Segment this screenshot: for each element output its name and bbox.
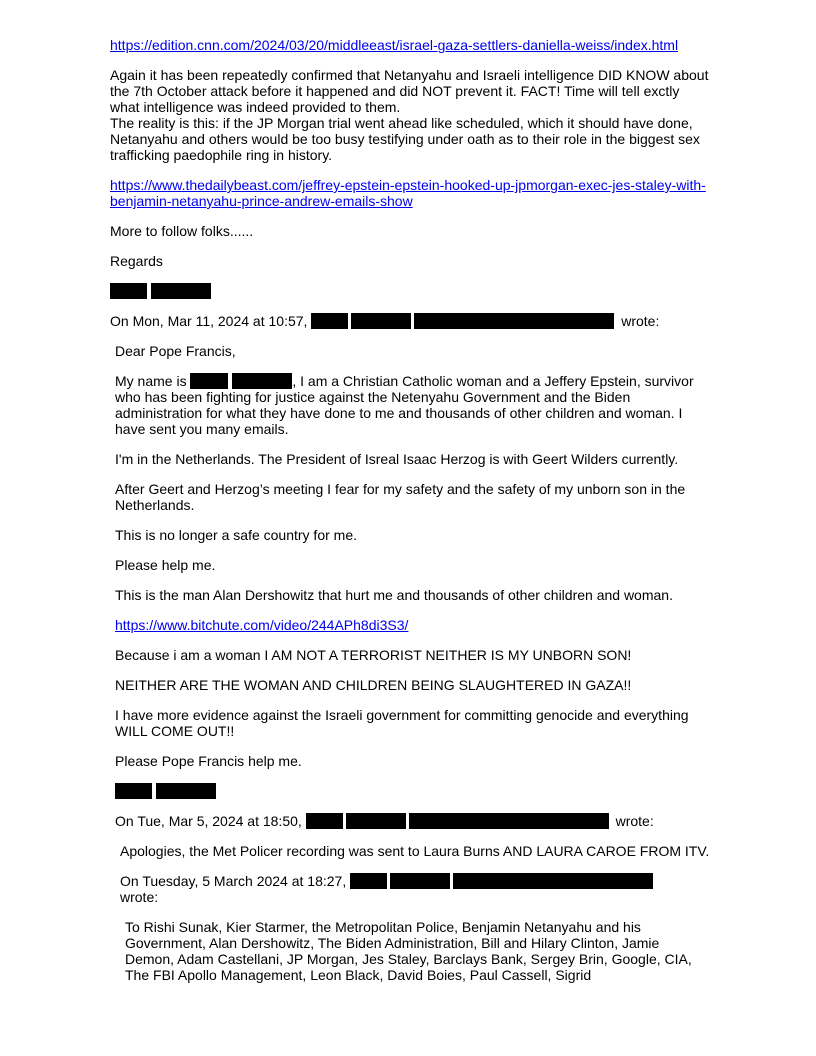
redaction-block bbox=[453, 873, 653, 889]
body-paragraph: Apologies, the Met Policer recording was sent to Laura Burns AND LAURA CAROE FROM ITV. bbox=[120, 843, 710, 859]
quote-header: On Tuesday, 5 March 2024 at 18:27, wrote: bbox=[120, 873, 710, 905]
redaction-block bbox=[311, 313, 348, 329]
body-paragraph: Please Pope Francis help me. bbox=[115, 753, 302, 769]
body-paragraph: This is no longer a safe country for me. bbox=[115, 527, 357, 543]
link-paragraph-beast bbox=[110, 177, 710, 209]
redaction-block bbox=[156, 783, 216, 799]
quote-header: On Mon, Mar 11, 2024 at 10:57, wrote: bbox=[110, 313, 660, 329]
body-paragraph: I'm in the Netherlands. The President of Isreal Isaac Herzog is with Geert Wilders currently. bbox=[115, 451, 679, 467]
cnn-link[interactable]: https://edition.cnn.com/2024/03/20/middleeast/israel-gaza-settlers-daniella-weiss/index.html bbox=[110, 37, 679, 53]
body-paragraph: To Rishi Sunak, Kier Starmer, the Metropolitan Police, Benjamin Netanyahu and his Government, Alan Dershowitz, The Biden Administration, Bill and Hilary Clinton, Jamie Demon, Adam Castellani, JP Morgan, Jes Staley, Barclays Bank, Sergey Brin, Google, CIA, The FBI Apollo Management, Leon Black, David Boies, Paul Cassell, Sigrid bbox=[125, 919, 692, 983]
link-paragraph-bitchute bbox=[115, 617, 710, 633]
redaction-block bbox=[306, 813, 343, 829]
redaction-block bbox=[414, 313, 614, 329]
email-document bbox=[110, 37, 710, 997]
redaction-block bbox=[346, 813, 406, 829]
dailybeast-link[interactable]: https://www.thedailybeast.com/jeffrey-epstein-epstein-hooked-up-jpmorgan-exec-jes-staley-with-benjamin-netanyahu-prince-andrew-emails-show bbox=[110, 177, 706, 209]
quoted-email-3 bbox=[125, 919, 710, 983]
redaction-block bbox=[351, 313, 411, 329]
body-paragraph: Because i am a woman I AM NOT A TERRORIST NEITHER IS MY UNBORN SON! bbox=[115, 647, 632, 663]
redaction-block bbox=[390, 873, 450, 889]
redacted-signature bbox=[115, 783, 710, 799]
body-paragraph: My name is , I am a Christian Catholic woman and a Jeffery Epstein, survivor who has been fighting for justice against the Netenyahu Government and the Biden administration for what they have done to me and thousands of other children and woman. I have sent you many emails. bbox=[115, 373, 694, 437]
redaction-block bbox=[190, 373, 228, 389]
regards-text: Regards bbox=[110, 253, 163, 269]
redaction-block bbox=[350, 873, 387, 889]
redaction-block bbox=[232, 373, 292, 389]
redaction-block bbox=[115, 783, 152, 799]
redacted-signature bbox=[110, 283, 710, 299]
body-paragraph: Please help me. bbox=[115, 557, 216, 573]
redaction-block bbox=[409, 813, 609, 829]
body-paragraph: This is the man Alan Dershowitz that hurt me and thousands of other children and woman. bbox=[115, 587, 673, 603]
greeting: Dear Pope Francis, bbox=[115, 343, 236, 359]
body-text: Again it has been repeatedly confirmed that Netanyahu and Israeli intelligence DID KNOW about the 7th October attack before it happened and did NOT prevent it. FACT! Time will tell exctly what intelligence was indeed provided to them. bbox=[110, 67, 709, 115]
body-paragraph: After Geert and Herzog’s meeting I fear for my safety and the safety of my unborn son in the Netherlands. bbox=[115, 481, 686, 513]
body-paragraph-1 bbox=[110, 67, 710, 163]
redaction-block bbox=[110, 283, 147, 299]
body-paragraph: NEITHER ARE THE WOMAN AND CHILDREN BEING SLAUGHTERED IN GAZA!! bbox=[115, 677, 632, 693]
body-text: The reality is this: if the JP Morgan trial went ahead like scheduled, which it should have done, Netanyahu and others would be too busy testifying under oath as to their role in the biggest sex trafficking paedophile ring in history. bbox=[110, 115, 700, 163]
quoted-email-1 bbox=[115, 343, 710, 983]
body-paragraph: I have more evidence against the Israeli government for committing genocide and everything WILL COME OUT!! bbox=[115, 707, 689, 739]
follow-text: More to follow folks...... bbox=[110, 223, 254, 239]
bitchute-link[interactable]: https://www.bitchute.com/video/244APh8di3S3/ bbox=[115, 617, 409, 633]
redaction-block bbox=[151, 283, 211, 299]
link-paragraph-cnn bbox=[110, 37, 710, 53]
quoted-email-2 bbox=[120, 843, 710, 983]
quote-header: On Tue, Mar 5, 2024 at 18:50, wrote: bbox=[115, 813, 654, 829]
